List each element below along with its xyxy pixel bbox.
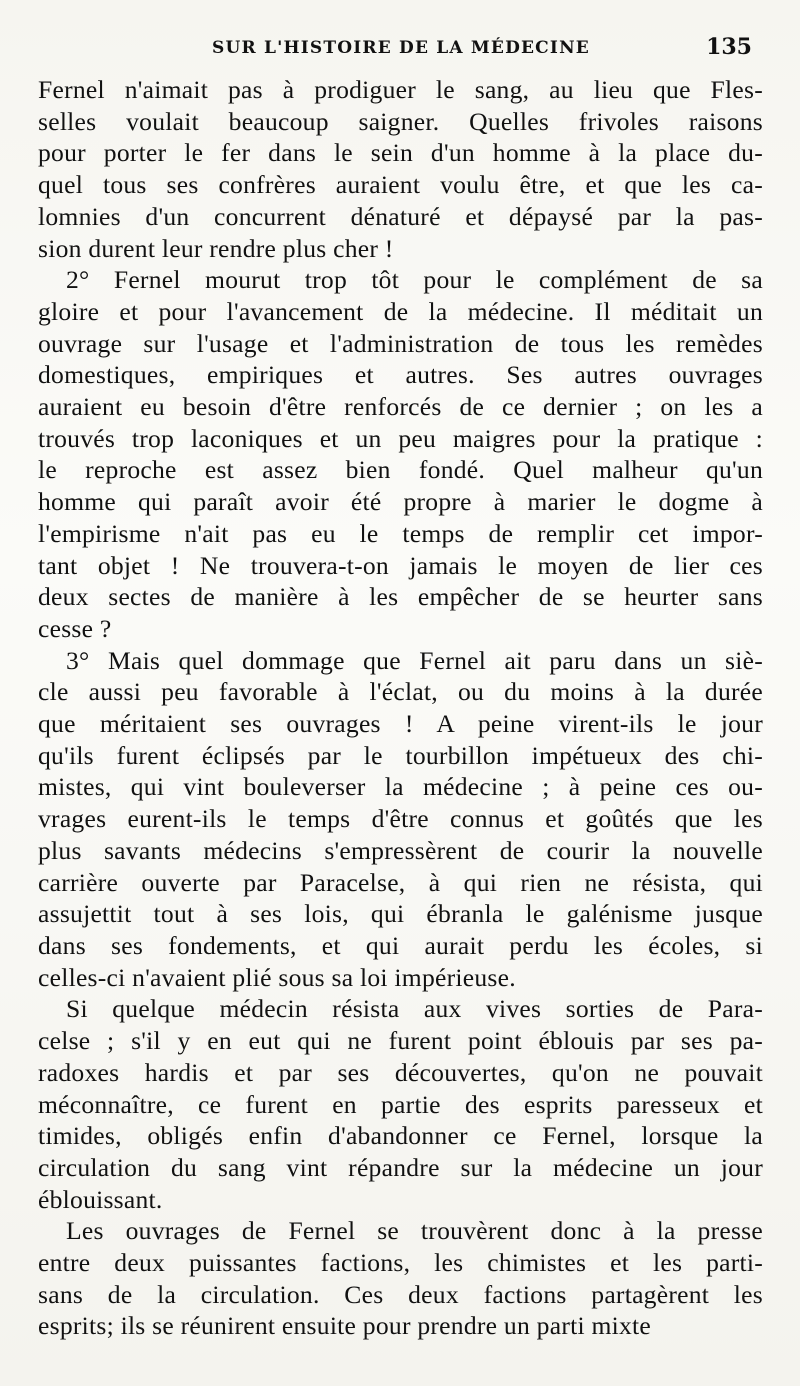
text-line: éblouissant. xyxy=(38,1184,163,1214)
text-line: cesse ? xyxy=(38,613,112,643)
text-line: lomnies d'un concurrent dénaturé et dépaysé par la pas- xyxy=(38,201,763,231)
paragraph xyxy=(38,264,763,644)
text-line: méconnaître, ce furent en partie des esprits paresseux et xyxy=(38,1089,763,1119)
text-line: l'empirisme n'ait pas eu le temps de remplir cet impor- xyxy=(38,518,763,548)
text-line: pour porter le fer dans le sein d'un homme à la place du- xyxy=(38,138,763,168)
text-line: que méritaient ses ouvrages ! A peine virent-ils le jour xyxy=(38,709,763,739)
paragraph xyxy=(38,645,763,994)
text-line: ouvrage sur l'usage et l'administration de tous les remèdes xyxy=(38,328,763,358)
text-line: sion durent leur rendre plus cher ! xyxy=(38,233,394,263)
text-line: Fernel n'aimait pas à prodiguer le sang, au lieu que Fles- xyxy=(38,75,763,104)
text-line: vrages eurent-ils le temps d'être connus et goûtés que les xyxy=(38,804,763,834)
text-line: Les ouvrages de Fernel se trouvèrent donc à la presse xyxy=(66,1216,763,1246)
text-line: le reproche est assez bien fondé. Quel malheur qu'un xyxy=(38,455,763,485)
text-line: cle aussi peu favorable à l'éclat, ou du moins à la durée xyxy=(38,677,763,707)
body-text xyxy=(38,74,763,1342)
text-line: assujettit tout à ses lois, qui ébranla le galénisme jusque xyxy=(38,899,763,929)
text-line: mistes, qui vint bouleverser la médecine ; à peine ces ou- xyxy=(38,772,763,802)
running-title: SUR L'HISTOIRE DE LA MÉDECINE xyxy=(212,38,590,58)
text-line: carrière ouverte par Paracelse, à qui rien ne résista, qui xyxy=(38,867,763,897)
text-line: qu'ils furent éclipsés par le tourbillon impétueux des chi- xyxy=(38,740,763,770)
text-line: esprits; ils se réunirent ensuite pour prendre un parti mixte xyxy=(38,1311,651,1341)
text-line: domestiques, empiriques et autres. Ses autres ouvrages xyxy=(38,360,763,390)
text-line: dans ses fondements, et qui aurait perdu les écoles, si xyxy=(38,930,763,960)
paragraph xyxy=(38,1215,763,1342)
text-line: tant objet ! Ne trouvera-t-on jamais le moyen de lier ces xyxy=(38,550,763,580)
text-line: sans de la circulation. Ces deux factions partagèrent les xyxy=(38,1279,763,1309)
paragraph xyxy=(38,993,763,1215)
text-line: radoxes hardis et par ses découvertes, qu'on ne pouvait xyxy=(38,1057,763,1087)
text-line: quel tous ses confrères auraient voulu être, et que les ca- xyxy=(38,170,763,200)
text-line: celse ; s'il y en eut qui ne furent point éblouis par ses pa- xyxy=(38,1026,763,1056)
text-line: celles-ci n'avaient plié sous sa loi impérieuse. xyxy=(38,962,516,992)
text-line: timides, obligés enfin d'abandonner ce Fernel, lorsque la xyxy=(38,1121,763,1151)
text-line: homme qui paraît avoir été propre à marier le dogme à xyxy=(38,487,763,517)
text-line: Si quelque médecin résista aux vives sorties de Para- xyxy=(66,994,763,1024)
text-line: 2° Fernel mourut trop tôt pour le complément de sa xyxy=(66,265,763,295)
text-line: circulation du sang vint répandre sur la médecine un jour xyxy=(38,1152,763,1182)
text-line: 3° Mais quel dommage que Fernel ait paru dans un siè- xyxy=(66,645,763,675)
text-line: entre deux puissantes factions, les chimistes et les parti- xyxy=(38,1248,763,1278)
text-line: trouvés trop laconiques et un peu maigres pour la pratique : xyxy=(38,423,763,453)
page-header xyxy=(36,34,766,64)
text-line: deux sectes de manière à les empêcher de se heurter sans xyxy=(38,582,763,612)
text-line: gloire et pour l'avancement de la médecine. Il méditait un xyxy=(38,296,763,326)
text-line: selles voulait beaucoup saigner. Quelles frivoles raisons xyxy=(38,106,763,136)
text-line: plus savants médecins s'empressèrent de courir la nouvelle xyxy=(38,835,763,865)
paragraph xyxy=(38,74,763,264)
text-line: auraient eu besoin d'être renforcés de ce dernier ; on les a xyxy=(38,392,763,422)
page-number: 135 xyxy=(706,34,752,60)
